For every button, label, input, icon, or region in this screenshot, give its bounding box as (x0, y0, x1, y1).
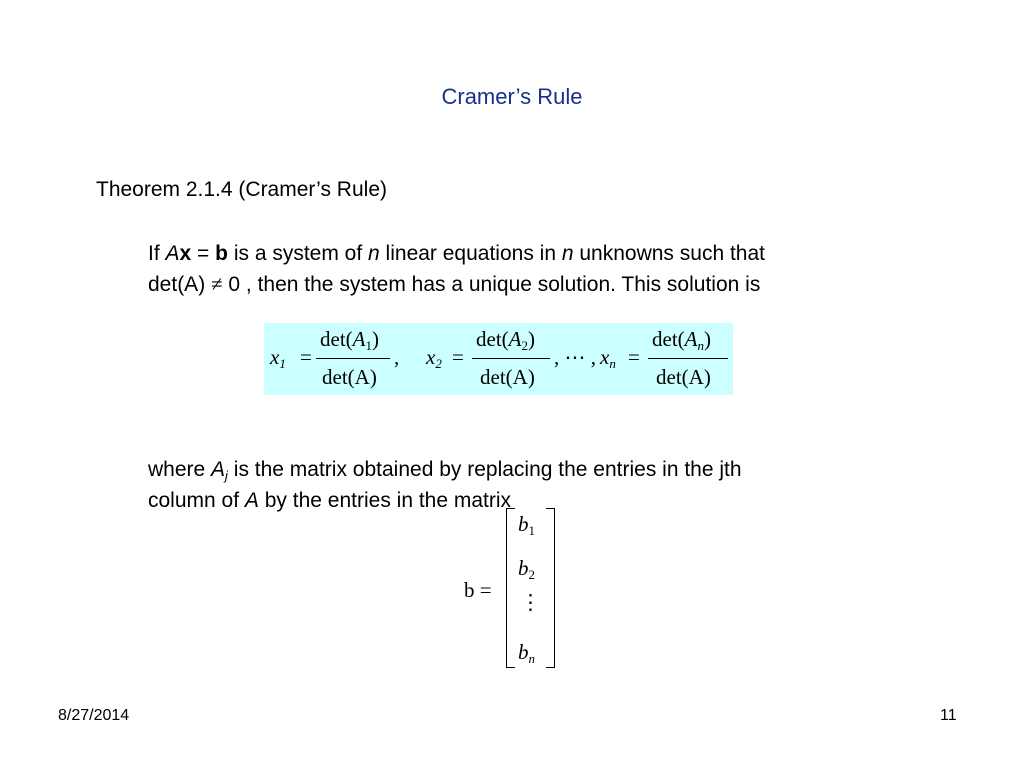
statement-text: If (148, 242, 166, 265)
formula-x1: $x_1$ (270, 345, 286, 371)
n-symbol: n (368, 242, 380, 265)
b-vector (460, 508, 570, 668)
explanation-text: column of (148, 489, 245, 512)
numerator-n: $\det(A_n)$ (652, 327, 711, 353)
formula-x2: $x_2$ (426, 345, 442, 371)
n-symbol: n (561, 242, 574, 265)
vector-entry-n: $b_n$ (518, 640, 535, 666)
statement-text: unknowns such that (573, 242, 765, 265)
slide-title: Cramer’s Rule (441, 84, 583, 109)
statement-text: is a system of (227, 242, 369, 265)
formula-ellipsis: , ⋯ , (554, 345, 596, 369)
vector-entry-2: $b_2$ (518, 556, 535, 582)
left-bracket (506, 508, 515, 668)
explanation-text: is the matrix obtained by replacing the entries in the jth (227, 458, 742, 481)
equals-sign: = (191, 242, 216, 265)
explanation-text: by the entries in the matrix (258, 489, 512, 512)
fraction-bar (472, 358, 550, 359)
denominator-1: det(A) (322, 365, 377, 389)
formula-comma: , (394, 345, 400, 369)
numerator-2: $\det(A_2)$ (476, 327, 535, 353)
cramer-formula-box (264, 323, 733, 395)
denominator-n: det(A) (656, 365, 711, 389)
matrix-aj-symbol: A (211, 458, 226, 481)
matrix-symbol: A (165, 242, 180, 265)
formula-equals: = (300, 345, 312, 369)
footer-page-number: 11 (940, 707, 957, 724)
matrix-symbol: A (244, 489, 259, 512)
not-equal-sign: ≠ (211, 272, 223, 296)
vector-x-symbol: x (179, 242, 192, 265)
index-j: j (225, 468, 228, 483)
formula-equals: = (452, 345, 464, 369)
vector-vdots: ⋮ (520, 590, 541, 614)
statement-text: 0 , then the system has a unique solution. This solution is (222, 273, 761, 296)
statement-text: linear equations in (379, 242, 562, 265)
fraction-bar (648, 358, 728, 359)
formula-xn: $x_n$ (600, 345, 616, 371)
theorem-statement (148, 238, 948, 300)
numerator-1: $\det(A_1)$ (320, 327, 379, 353)
vector-entry-1: $b_1$ (518, 512, 535, 538)
statement-text: det(A) (148, 273, 212, 296)
explanation-text: where (148, 458, 212, 481)
right-bracket (546, 508, 555, 668)
denominator-2: det(A) (480, 365, 535, 389)
footer-date: 8/27/2014 (58, 707, 130, 724)
vector-b-symbol: b (215, 242, 228, 265)
cramer-formula (264, 323, 733, 395)
fraction-bar (316, 358, 390, 359)
formula-equals: = (628, 345, 640, 369)
vector-lhs: b = (464, 578, 492, 602)
theorem-heading: Theorem 2.1.4 (Cramer’s Rule) (96, 178, 387, 201)
explanation (148, 454, 948, 516)
